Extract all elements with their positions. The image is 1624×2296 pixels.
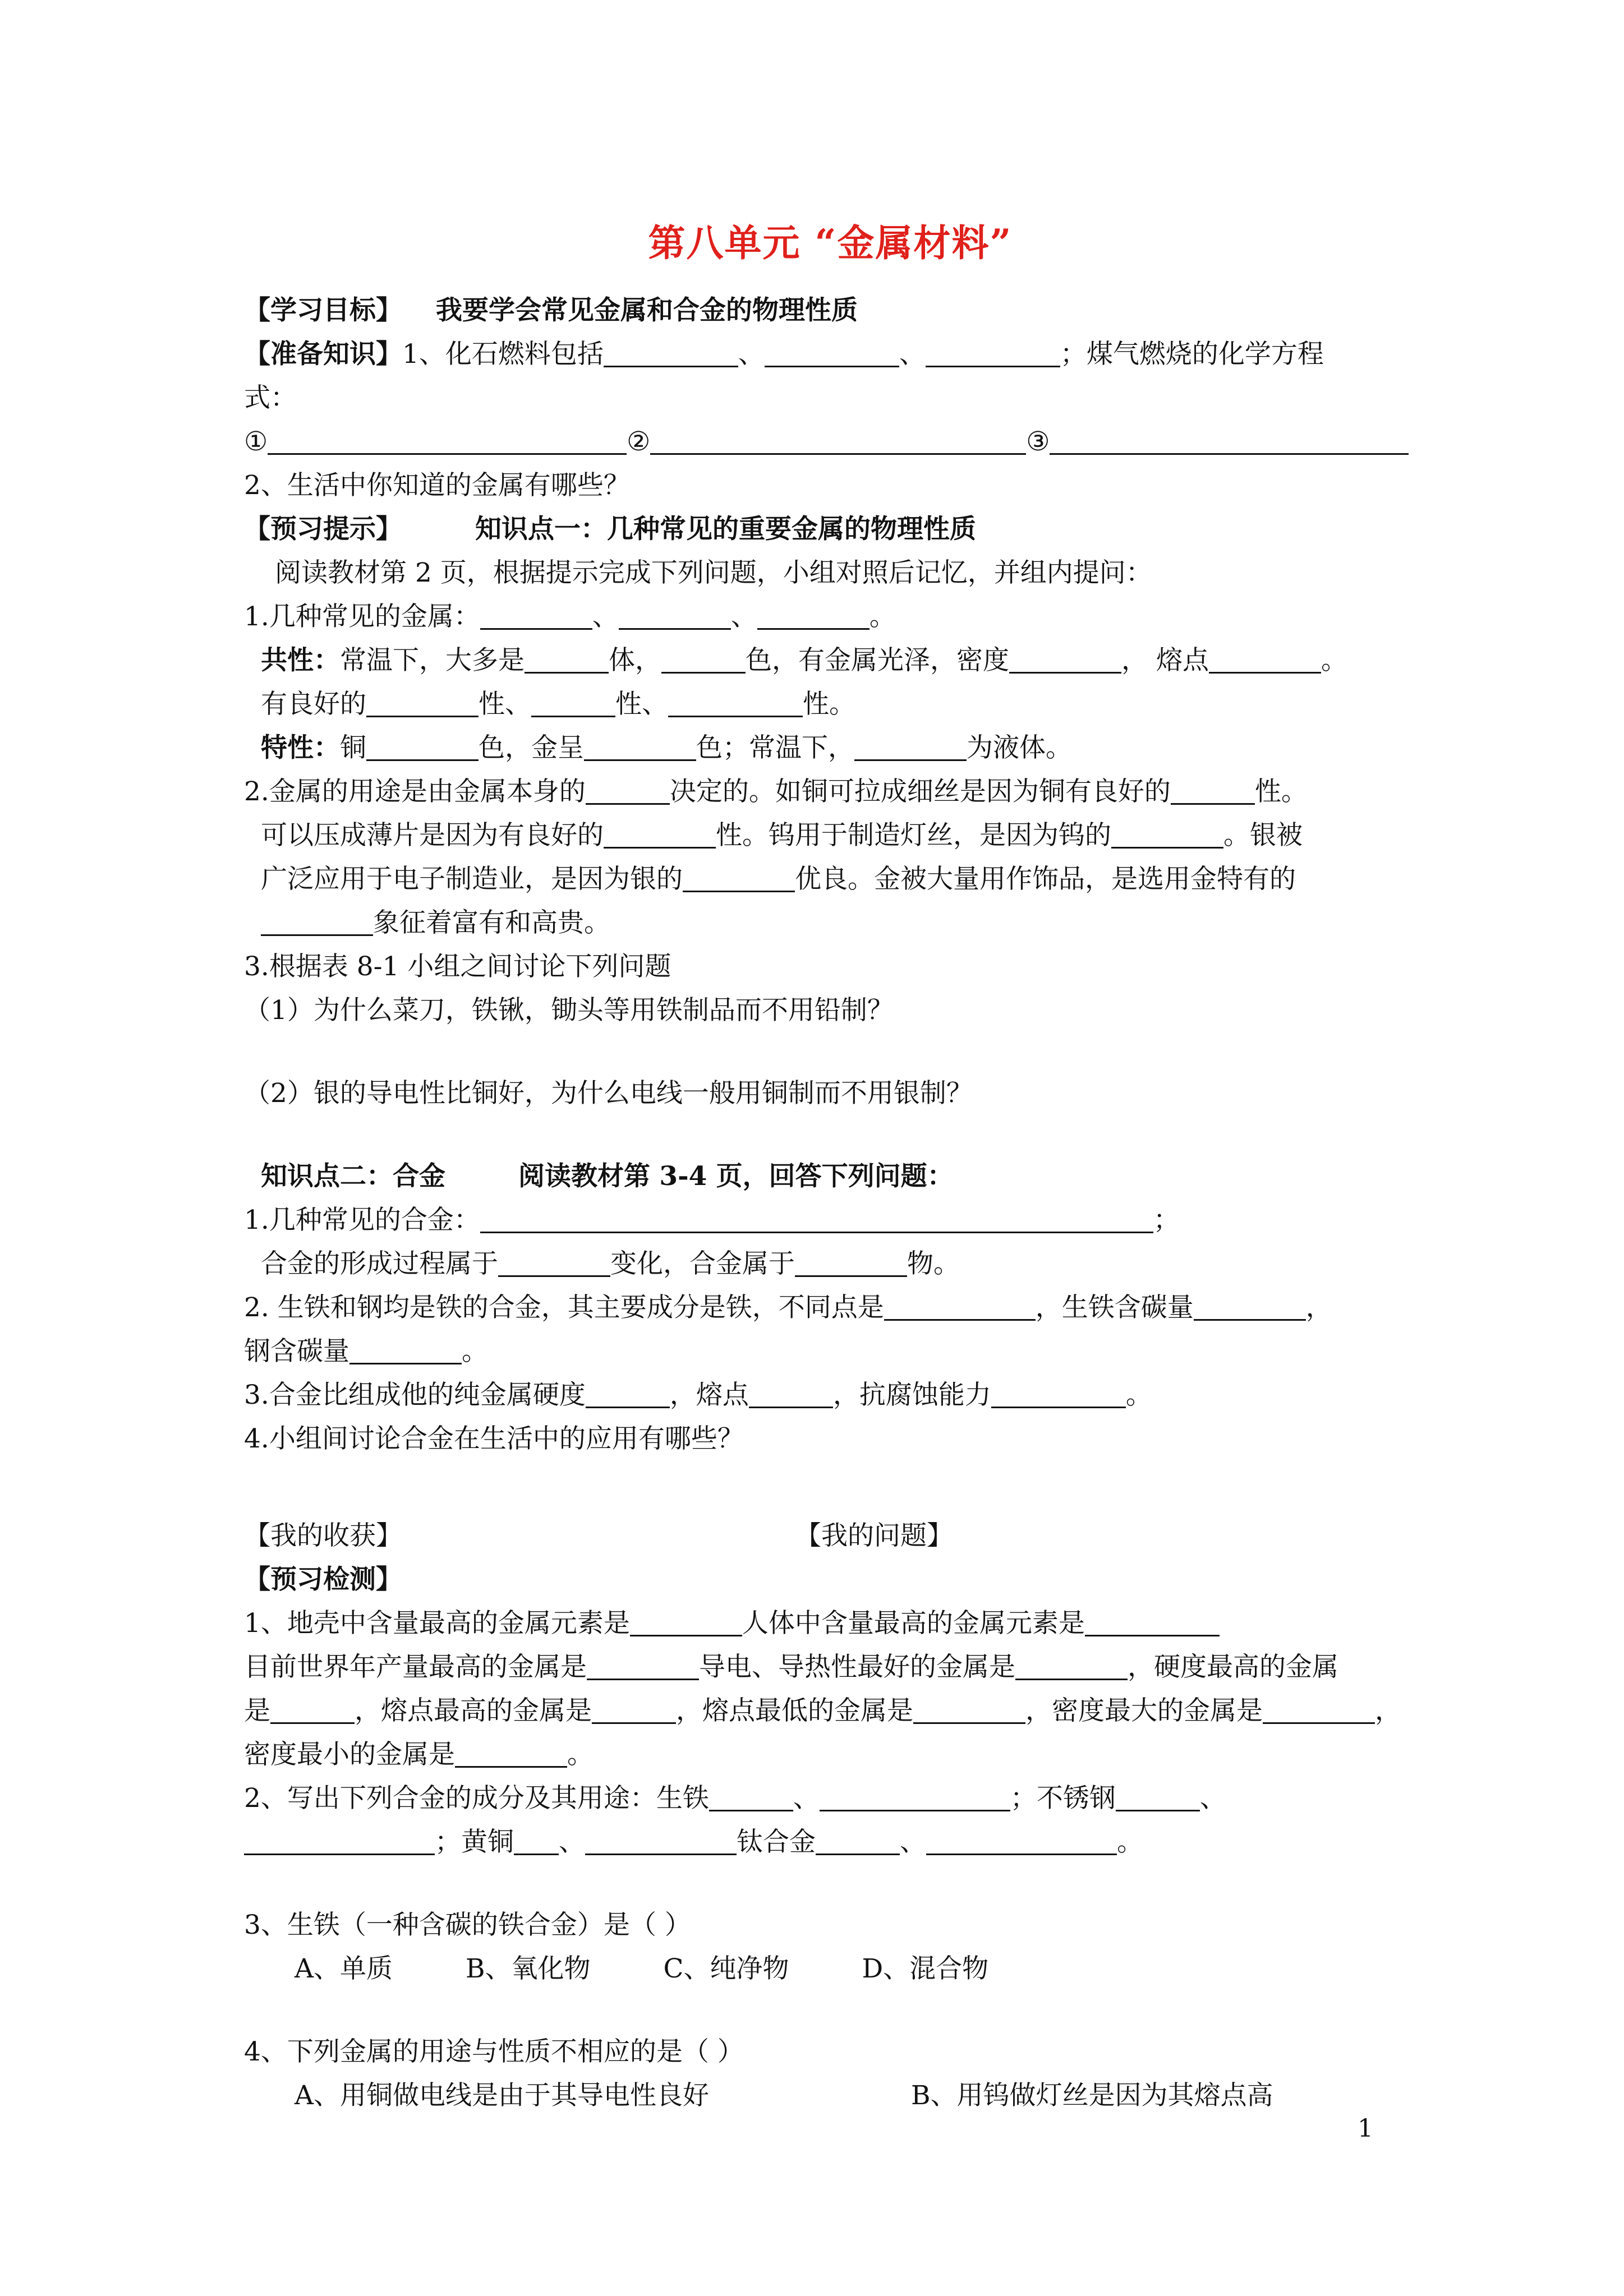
- option-b[interactable]: B、氧化物: [465, 1953, 591, 1984]
- alloy-q3: 3.合金比组成他的纯金属硬度 ，熔点 ，抗腐蚀能力 。: [244, 1380, 1152, 1410]
- answer-blank[interactable]: [1009, 644, 1121, 674]
- preview-s1: 1.几种常见的金属： 、 、 。: [244, 601, 896, 632]
- answer-blank[interactable]: [630, 1607, 742, 1636]
- common-properties-2: 有良好的 性、 性、 性。: [261, 689, 855, 720]
- answer-blank[interactable]: [244, 1825, 435, 1855]
- check-q2-cont: ；黄铜 、 钛合金 、 。: [244, 1820, 1416, 1864]
- answer-blank[interactable]: [757, 600, 869, 630]
- answer-blank[interactable]: [604, 338, 738, 367]
- answer-blank[interactable]: [765, 338, 899, 367]
- answer-blank[interactable]: [1116, 1782, 1200, 1811]
- preview-header: 【预习提示】 知识点一：几种常见的重要金属的物理性质: [244, 514, 976, 545]
- worksheet: [244, 213, 1416, 2118]
- answer-blank[interactable]: [661, 644, 746, 674]
- answer-blank[interactable]: [668, 688, 803, 717]
- prep-q1: 【准备知识】1、化石燃料包括 、 、 ；煤气燃烧的化学方程: [244, 339, 1324, 370]
- answer-blank[interactable]: [709, 1782, 793, 1811]
- answer-blank[interactable]: [991, 1378, 1126, 1408]
- answer-blank[interactable]: [1111, 819, 1223, 849]
- alloy-q1: 1.几种常见的合金： ；: [244, 1205, 1180, 1235]
- answer-blank[interactable]: [795, 1247, 907, 1277]
- alloy-q2-cont: 钢含碳量 。: [244, 1336, 488, 1367]
- answer-blank[interactable]: [1263, 1694, 1375, 1724]
- preview-instructions: 阅读教材第 2 页，根据提示完成下列问题，小组对照后记忆，并组内提问：: [275, 557, 1152, 588]
- answer-blank[interactable]: [592, 1694, 676, 1724]
- preview-s3-q1: （1）为什么菜刀，铁锹，锄头等用铁制品而不用铅制？: [244, 995, 894, 1026]
- answer-blank[interactable]: [650, 425, 1026, 455]
- gains-problems-row: [244, 1514, 1416, 1558]
- option-b[interactable]: B、用钨做灯丝是因为其熔点高: [910, 2080, 1273, 2111]
- check-q1-cont2: 是 ，熔点最高的金属是 ，熔点最低的金属是 ，密度最大的金属是 ，: [244, 1695, 1401, 1726]
- answer-blank[interactable]: [1050, 425, 1409, 455]
- equation-blanks: ① ② ③: [244, 420, 1416, 464]
- alloy-q4: 4.小组间讨论合金在生活中的应用有哪些？: [244, 1423, 744, 1454]
- check-q3: 3、生铁（一种含碳的铁合金）是（ ）: [244, 1910, 691, 1940]
- option-c[interactable]: C、纯净物: [663, 1953, 789, 1984]
- learning-goal: 【学习目标】 我要学会常见金属和合金的物理性质: [244, 295, 858, 326]
- answer-blank[interactable]: [1085, 1607, 1220, 1636]
- check-q1-cont1: 目前世界年产量最高的金属是 导电、导热性最好的金属是 ，硬度最高的金属: [244, 1652, 1338, 1682]
- answer-blank[interactable]: [366, 731, 479, 761]
- my-problems: 【我的问题】: [795, 1520, 953, 1551]
- answer-blank[interactable]: [926, 1825, 1117, 1855]
- answer-blank[interactable]: [1209, 644, 1321, 674]
- answer-blank[interactable]: [586, 1378, 670, 1408]
- my-gains: 【我的收获】: [244, 1520, 402, 1551]
- answer-blank[interactable]: [1194, 1291, 1306, 1321]
- answer-blank[interactable]: [585, 1825, 737, 1855]
- answer-blank[interactable]: [587, 1650, 699, 1680]
- answer-blank[interactable]: [366, 688, 479, 717]
- answer-blank[interactable]: [480, 600, 592, 630]
- answer-blank[interactable]: [884, 1291, 1036, 1321]
- answer-blank[interactable]: [455, 1738, 567, 1768]
- preview-s3-q2: （2）银的导电性比铜好，为什么电线一般用铜制而不用银制？: [244, 1078, 973, 1109]
- answer-blank[interactable]: [586, 775, 670, 805]
- preview-s3: 3.根据表 8-1 小组之间讨论下列问题: [244, 951, 671, 982]
- check-q1: 1、地壳中含量最高的金属元素是 人体中含量最高的金属元素是: [244, 1602, 1416, 1645]
- answer-blank[interactable]: [1171, 775, 1255, 805]
- answer-blank[interactable]: [816, 1825, 900, 1855]
- check-header: 【预习检测】: [244, 1564, 402, 1595]
- prep-q1-cont: 式：: [244, 382, 297, 413]
- alloy-q1-cont: 合金的形成过程属于 变化，合金属于 物。: [261, 1248, 960, 1279]
- answer-blank[interactable]: [854, 731, 967, 761]
- preview-s2: 2.金属的用途是由金属本身的 决定的。如铜可拉成细丝是因为铜有良好的 性。: [244, 776, 1308, 807]
- answer-blank[interactable]: [1015, 1650, 1128, 1680]
- preview-s2-cont2: 广泛应用于电子制造业，是因为银的 优良。金被大量用作饰品，是选用金特有的: [261, 864, 1296, 895]
- answer-blank[interactable]: [531, 688, 615, 717]
- option-d[interactable]: D、混合物: [862, 1953, 989, 1984]
- option-a[interactable]: A、单质: [295, 1953, 393, 1984]
- answer-blank[interactable]: [268, 425, 627, 455]
- page-title: 第八单元 “金属材料”: [648, 221, 1013, 265]
- answer-blank[interactable]: [498, 1247, 610, 1277]
- answer-blank[interactable]: [480, 1204, 1153, 1233]
- answer-blank[interactable]: [261, 906, 373, 936]
- check-q4-options: [244, 2074, 1416, 2118]
- preview-s2-cont1: 可以压成薄片是因为有良好的 性。钨用于制造灯丝，是因为钨的 。银被: [261, 820, 1303, 851]
- page-number: 1: [1358, 2114, 1373, 2143]
- check-q3-options: [244, 1947, 1416, 1991]
- answer-blank[interactable]: [525, 644, 609, 674]
- answer-blank[interactable]: [683, 863, 795, 892]
- answer-blank[interactable]: [584, 731, 696, 761]
- check-q4: 4、下列金属的用途与性质不相应的是（ ）: [244, 2036, 744, 2067]
- option-a[interactable]: A、用铜做电线是由于其导电性良好: [295, 2080, 709, 2111]
- answer-blank[interactable]: [913, 1694, 1025, 1724]
- answer-blank[interactable]: [619, 600, 731, 630]
- alloy-q2: 2. 生铁和钢均是铁的合金，其主要成分是铁，不同点是 ，生铁含碳量 ，: [244, 1292, 1332, 1323]
- answer-blank[interactable]: [349, 1335, 462, 1364]
- special-properties: 特性：铜 色，金呈 色；常温下， 为液体。: [261, 732, 1072, 763]
- answer-blank[interactable]: [514, 1825, 559, 1855]
- knowledge-point-2: 知识点二：合金 阅读教材第 3-4 页，回答下列问题：: [261, 1161, 954, 1192]
- answer-blank[interactable]: [749, 1378, 833, 1408]
- check-q1-cont3: 密度最小的金属是 。: [244, 1739, 594, 1770]
- check-q2: 2、写出下列合金的成分及其用途：生铁 、 ；不锈钢 、: [244, 1783, 1226, 1814]
- preview-s2-cont3: 象征着富有和高贵。: [244, 901, 1416, 945]
- common-properties: 共性：常温下，大多是 体， 色，有金属光泽，密度 ， 熔点 。: [261, 645, 1347, 676]
- prep-q2: 2、生活中你知道的金属有哪些？: [244, 470, 630, 501]
- answer-blank[interactable]: [820, 1782, 1010, 1811]
- answer-blank[interactable]: [604, 819, 716, 849]
- answer-blank[interactable]: [270, 1694, 355, 1724]
- answer-blank[interactable]: [926, 338, 1060, 367]
